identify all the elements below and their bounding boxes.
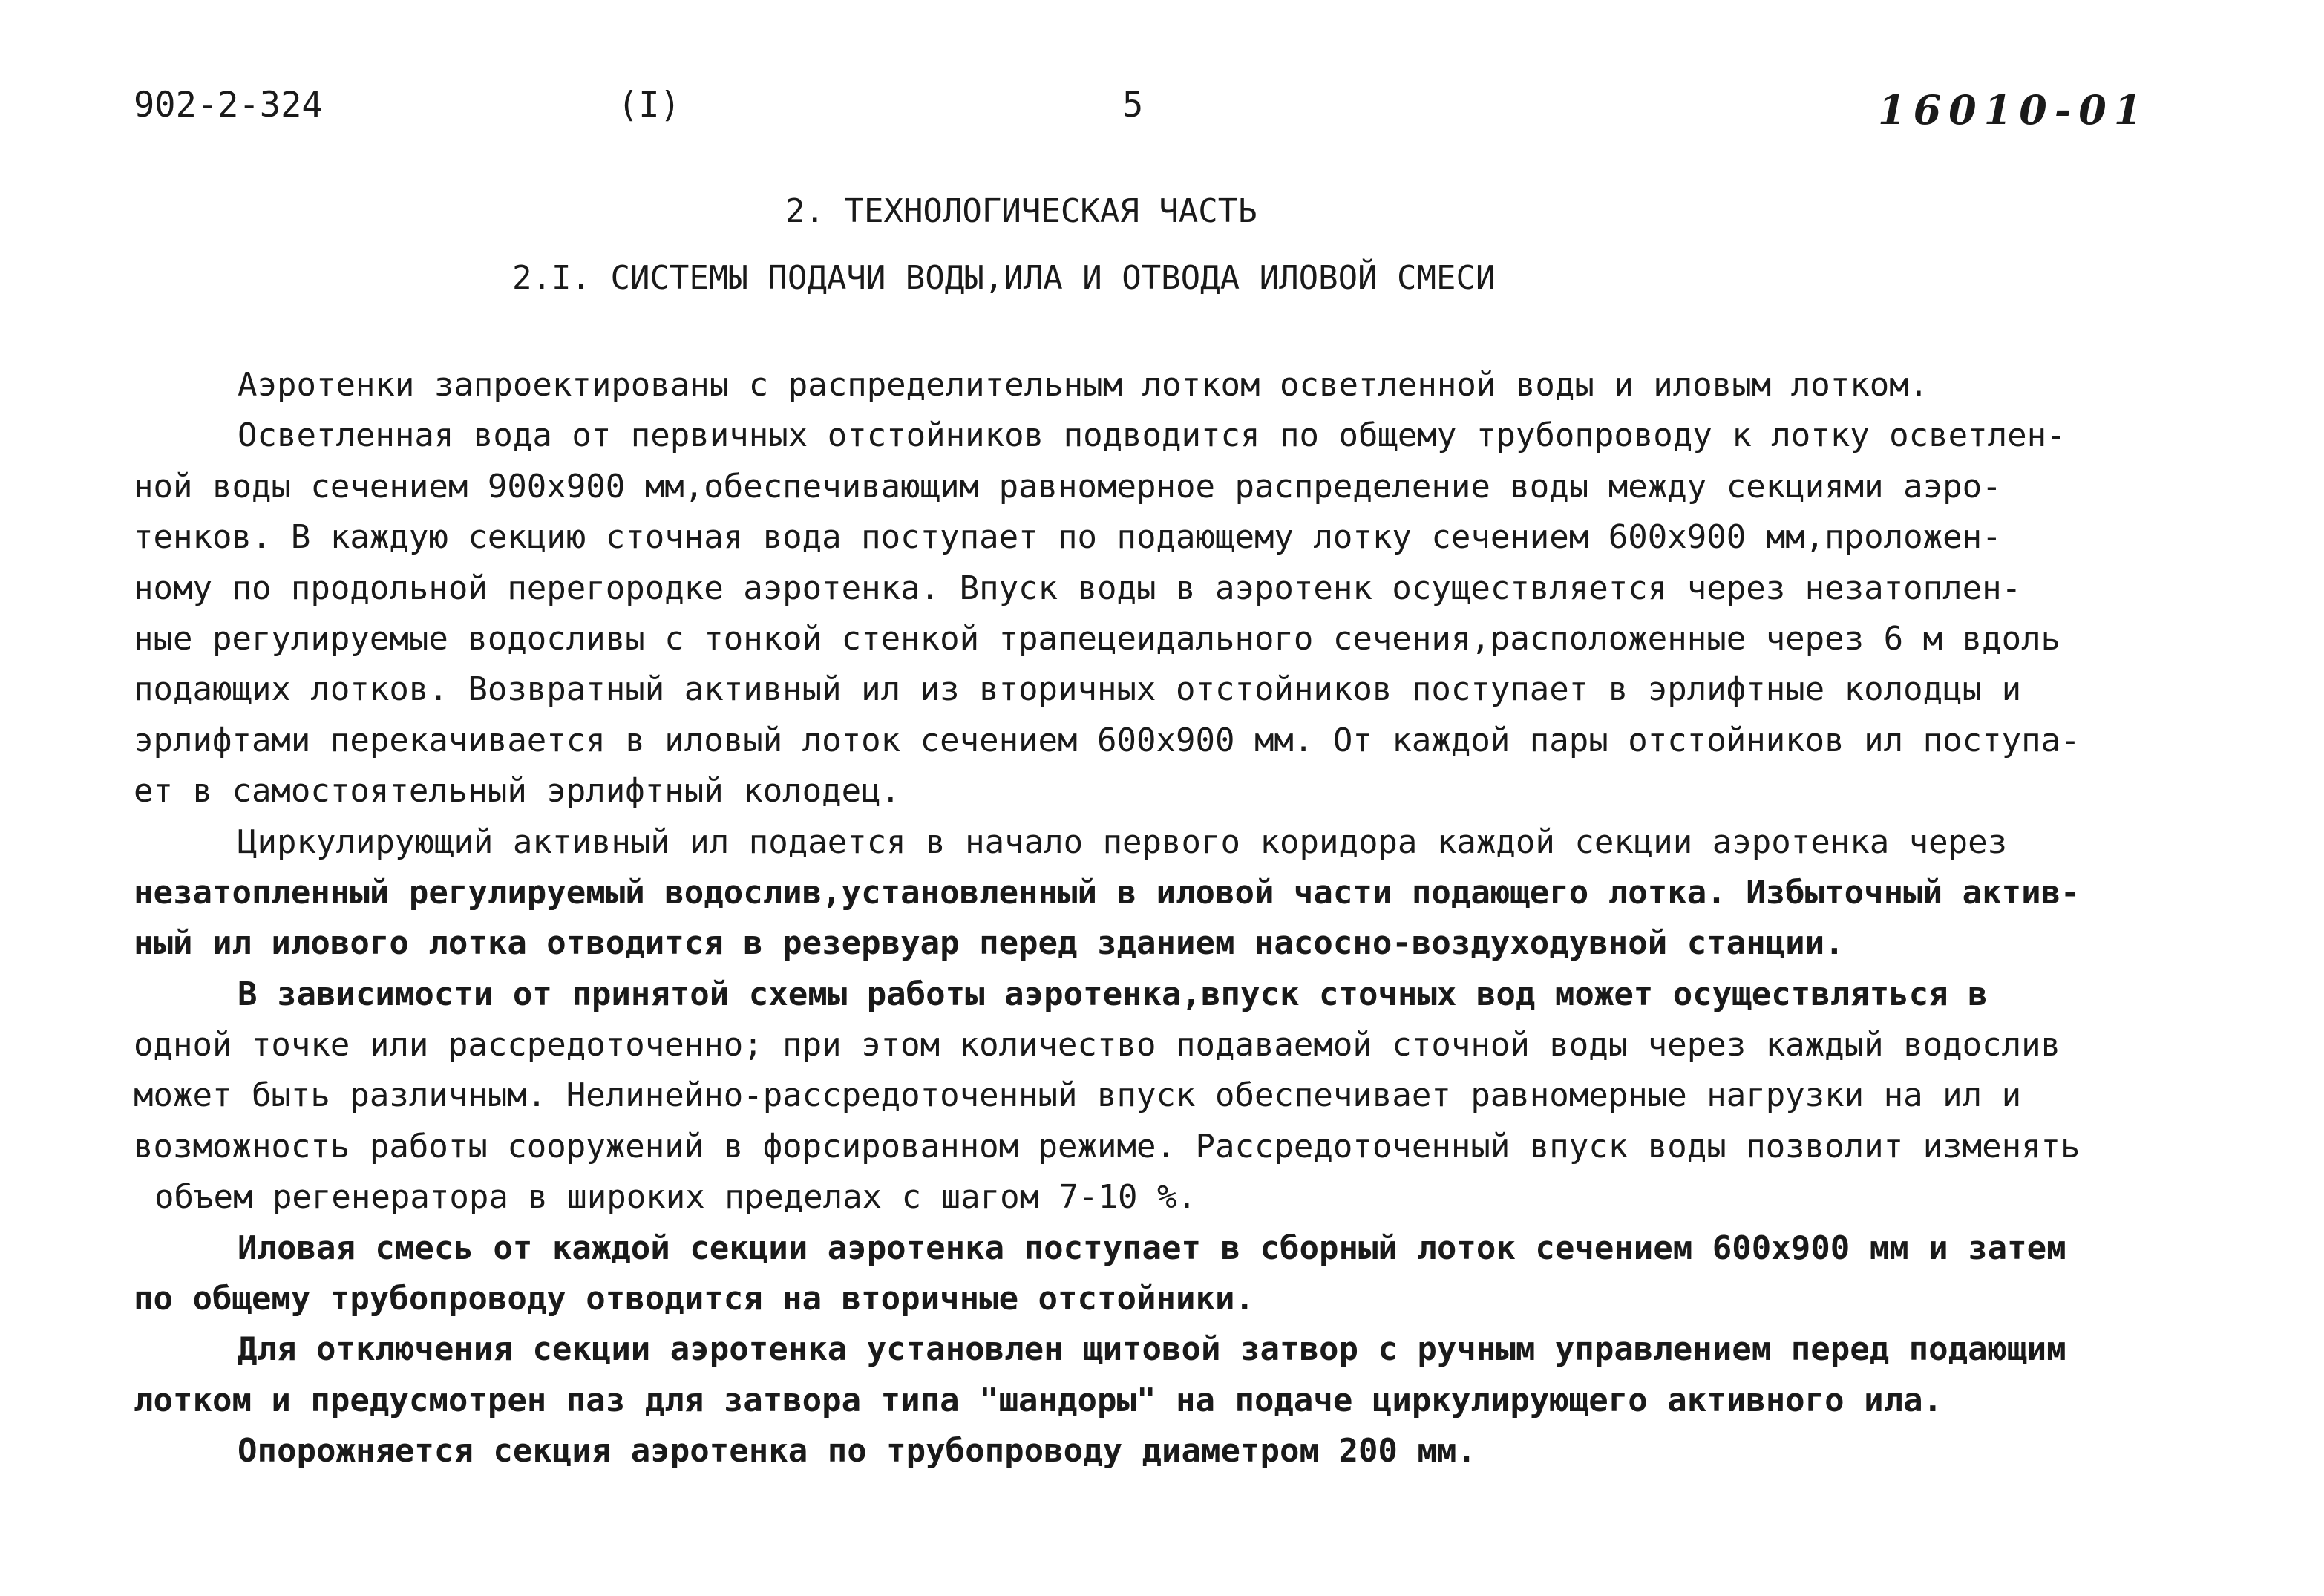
body-line: Осветленная вода от первичных отстойников подводится по общему трубопроводу к лотку осветлен- xyxy=(238,416,2066,455)
body-line: по общему трубопроводу отводится на вторичные отстойники. xyxy=(134,1280,1254,1318)
body-line: может быть различным. Нелинейно-рассредоточенный впуск обеспечивает равномерные нагрузки на ил и xyxy=(134,1076,2022,1115)
body-line: Аэротенки запроектированы с распределительным лотком осветленной воды и иловым лотком. xyxy=(238,366,1929,404)
body-line: ные регулируемые водосливы с тонкой стенкой трапецеидального сечения,расположенные через 6 м вдоль xyxy=(134,619,2061,658)
body-line: ный ил илового лотка отводится в резервуар перед зданием насосно-воздуходувной станции. xyxy=(134,924,1845,963)
body-line: тенков. В каждую секцию сточная вода поступает по подающему лотку сечением 600х900 мм,проложен- xyxy=(134,518,2002,557)
body-line: подающих лотков. Возвратный активный ил из вторичных отстойников поступает в эрлифтные колодцы и xyxy=(134,670,2022,709)
body-text xyxy=(134,360,2204,1477)
body-line: ному по продольной перегородке аэротенка. Впуск воды в аэротенк осуществляется через незатоплен- xyxy=(134,569,2022,607)
body-line: незатопленный регулируемый водослив,установленный в иловой части подающего лотка. Избыточный актив- xyxy=(134,873,2081,912)
body-line: объем регенератора в широких пределах с шагом 7-10 %. xyxy=(154,1178,1197,1217)
body-line: Для отключения секции аэротенка установлен щитовой затвор с ручным управлением перед подающим xyxy=(238,1330,2066,1369)
handwritten-inventory-number: 16010-01 xyxy=(1878,86,2150,134)
section-heading: 2. ТЕХНОЛОГИЧЕСКАЯ ЧАСТЬ xyxy=(785,192,1257,230)
subsection-heading: 2.I. СИСТЕМЫ ПОДАЧИ ВОДЫ,ИЛА И ОТВОДА ИЛОВОЙ СМЕСИ xyxy=(512,259,1496,297)
body-line: Опорожняется секция аэротенка по трубопроводу диаметром 200 мм. xyxy=(238,1432,1476,1471)
part-number: (I) xyxy=(618,85,681,125)
body-line: Иловая смесь от каждой секции аэротенка поступает в сборный лоток сечением 600х900 мм и затем xyxy=(238,1229,2066,1267)
document-code: 902-2-324 xyxy=(134,85,323,125)
body-line: возможность работы сооружений в форсированном режиме. Рассредоточенный впуск воды позволит изменять xyxy=(134,1127,2081,1165)
page-number: 5 xyxy=(1122,85,1144,125)
body-line: одной точке или рассредоточенно; при этом количество подаваемой сточной воды через каждый водослив xyxy=(134,1026,2061,1064)
body-line: ной воды сечением 900х900 мм,обеспечивающим равномерное распределение воды между секциями аэро- xyxy=(134,467,2002,506)
body-line: Циркулирующий активный ил подается в начало первого коридора каждой секции аэротенка через xyxy=(238,822,2008,861)
body-line: ет в самостоятельный эрлифтный колодец. xyxy=(134,772,901,811)
body-line: лотком и предусмотрен паз для затвора типа "шандоры" на подаче циркулирующего активного ила. xyxy=(134,1381,1943,1419)
body-line: В зависимости от принятой схемы работы аэротенка,впуск сточных вод может осуществляться в xyxy=(238,975,1988,1013)
body-line: эрлифтами перекачивается в иловый лоток сечением 600х900 мм. От каждой пары отстойников ил поступа- xyxy=(134,721,2081,759)
